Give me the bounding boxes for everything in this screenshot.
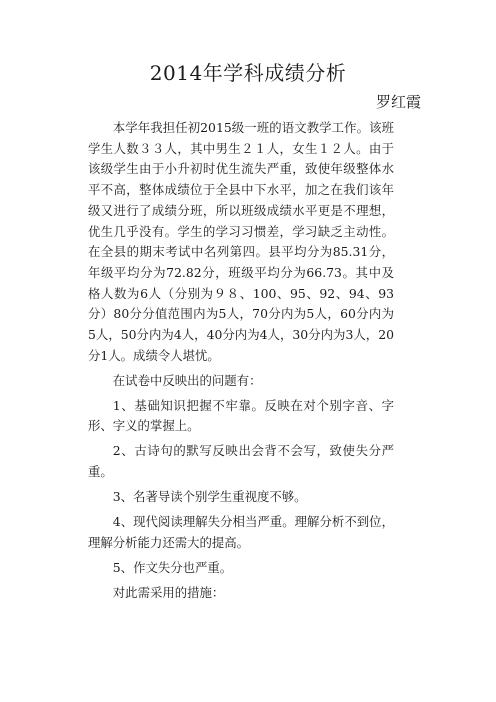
paragraph-problem-5: 5、作文失分也严重。: [112, 559, 233, 575]
paragraph-problem-2: 2、古诗句的默写反映出会背不会写，致使失分严重。: [88, 443, 394, 480]
document-author: 罗红霞: [375, 93, 421, 111]
paragraph-problems-intro: 在试卷中反映出的问题有：: [112, 372, 262, 388]
paragraph-problem-3: 3、名著导读个别学生重视度不够。: [112, 489, 307, 505]
document-body: [88, 118, 394, 608]
paragraph-problem-4: 4、现代阅读理解失分相当严重。理解分析不到位，理解分析能力还需大的提高。: [88, 514, 394, 550]
document-title: 2014年学科成绩分析: [149, 61, 347, 85]
paragraph-measures-intro: 对此需采用的措施：: [112, 584, 225, 600]
paragraph-problem-1: 1、基础知识把握不牢靠。反映在对个别字音、字形、字义的掌握上。: [88, 397, 394, 434]
paragraph-class-overview: 本学年我担任初2015级一班的语文教学工作。该班学生人数３３人，其中男生２１人，女生１２人。由于该级学生由于小升初时优生流失严重，致使年级整体水平不高，整体成绩位于全县中下水平，加之在我们该年级又进行了成绩分班，所以班级成绩水平更是不理想，优生几乎没有。学生的学习习惯差，学习缺乏主动性。在全县的期末考试中名列第四。县平均分为85.31分，年级平均分为72.82分，班级平均分为66.73。其中及格人数为6人（分别为９８、100、95、92、94、93 分）80分分值范围内为5人，70分内为5人，60分内为5人，50分内为4人，40分内为4人，30分内为3人，20分1人。成绩令人堪忧。: [88, 120, 394, 363]
